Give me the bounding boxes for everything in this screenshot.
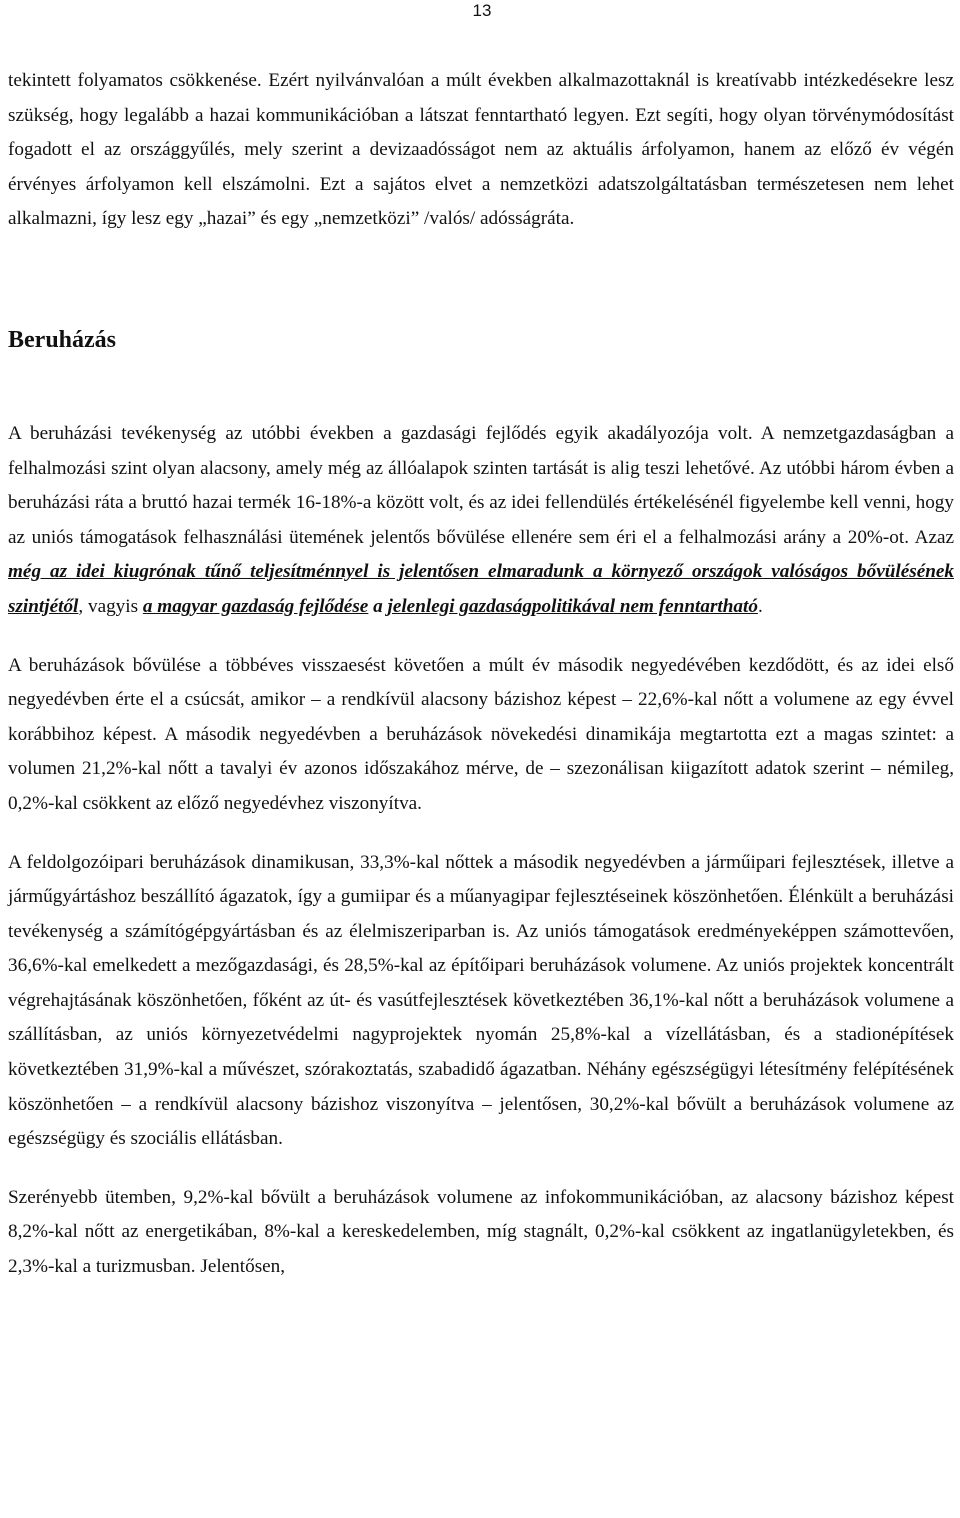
text-run: . (757, 595, 763, 617)
paragraph-manufacturing-investment: A feldolgozóipari beruházások dinamikusan, 33,3%-kal nőttek a második negyedévben a járműipari fejlesztések, illetve a járműgyártáshoz beszállító ágazatok, így a gumiipar és a műanyagipar fejlesztéseinek köszönhetően. Élénkült a beruházási tevékenység a számítógépgyártásban és az élelmiszeriparban is. Az uniós támogatások eredményeképpen számottevően, 36,6%-kal emelkedett a mezőgazdasági, és 28,5%-kal az építőipari beruházások volumene. Az uniós projektek koncentrált végrehajtásának köszönhetően, főként az út- és vasútfejlesztések következtében 36,1%-kal nőtt a beruházások volumene a szállításban, az uniós környezetvédelmi nagyprojektek nyomán 25,8%-kal a vízellátásban, és a stadionépítések következtében 31,9%-kal a művészet, szórakoztatás, szabadidő ágazatban. Néhány egészségügyi létesítmény felépítésének köszönhetően – a rendkívül alacsony bázishoz viszonyítva – jelentősen, 30,2%-kal bővült a beruházások volumene az egészségügy és szociális ellátásban. (8, 851, 954, 1150)
document-body (8, 64, 954, 1285)
text-run: , vagyis (78, 595, 143, 617)
paragraph-investment-growth: A beruházások bővülése a többéves visszaesést követően a múlt év második negyedévében kezdődött, és az idei első negyedévben érte el a csúcsát, amikor – a rendkívül alacsony bázishoz képest – 22,6%-kal nőtt a volumene az egy évvel korábbihoz képest. A második negyedévben a beruházások növekedési dinamikája megtartotta ezt a magas szintet: a volumen 21,2%-kal nőtt a tavalyi év azonos időszakához mérve, de – szezonálisan kiigazított adatok szerint – némileg, 0,2%-kal csökkent az előző negyedévhez viszonyítva. (8, 654, 954, 814)
page-number: 13 (472, 1, 492, 20)
paragraph-investment-overview (8, 417, 954, 625)
emphasis-text: még az idei kiugrónak tűnő teljesítménnyel is jelentősen elmaradunk a környező országok valóságos bővülésének szintjétől (8, 561, 954, 617)
paragraph-slower-growth: Szerényebb ütemben, 9,2%-kal bővült a beruházások volumene az infokommunikációban, az alacsony bázishoz képest 8,2%-kal nőtt az energetikában, 8%-kal a kereskedelemben, míg stagnált, 0,2%-kal csökkent az ingatlanügyletekben, és 2,3%-kal a turizmusban. Jelentősen, (8, 1186, 954, 1278)
emphasis-text: jelenlegi gazdaságpolitikával nem fenntartható (387, 595, 758, 617)
section-heading: Beruházás (8, 326, 116, 353)
text-run: a (368, 595, 388, 617)
emphasis-text: a magyar gazdaság fejlődése (142, 595, 369, 617)
intro-paragraph: tekintett folyamatos csökkenése. Ezért nyilvánvalóan a múlt években alkalmazottaknál is kreatívabb intézkedésekre lesz szükség, hogy legalább a hazai kommunikációban a látszat fenntartható legyen. Ezt segíti, hogy olyan törvénymódosítást fogadott el az országgyűlés, mely szerint a devizaadósságot nem az aktuális árfolyamon, hanem az előző év végén érvényes árfolyamon kell elszámolni. Ezt a sajátos elvet a nemzetközi adatszolgáltatásban természetesen nem lehet alkalmazni, így lesz egy „hazai” és egy „nemzetközi” /valós/ adósságráta. (8, 70, 954, 230)
text-run: A beruházási tevékenység az utóbbi években a gazdasági fejlődés egyik akadályozója volt. A nemzetgazdaságban a felhalmozási szint olyan alacsony, amely még az állóalapok szinten tartását is alig teszi lehetővé. Az utóbbi három évben a beruházási ráta a bruttó hazai termék 16-18%-a között volt, és az idei fellendülés értékelésénél figyelembe kell venni, hogy az uniós támogatások felhasználási ütemének jelentős bővülése ellenére sem éri el a felhalmozási arány a 20%-ot. Azaz (8, 422, 954, 548)
